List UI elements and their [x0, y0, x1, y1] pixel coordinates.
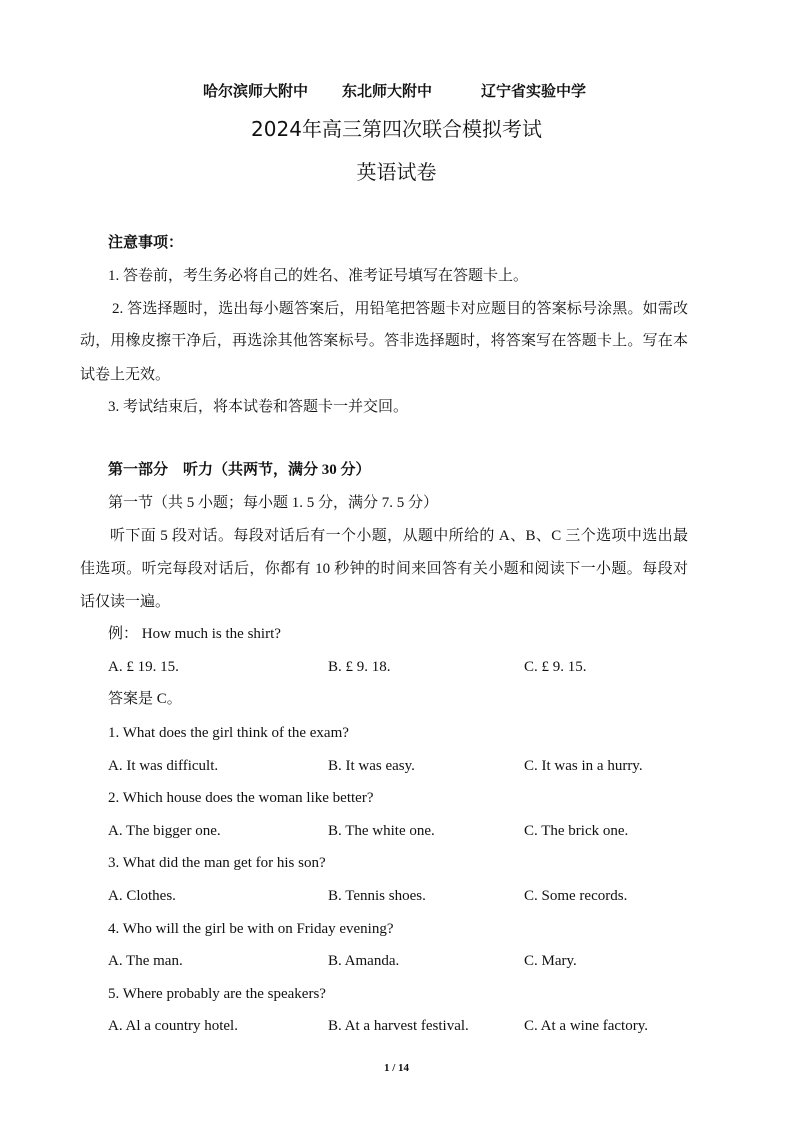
page-number: 1 / 14 [383, 1062, 410, 1074]
q5-option-c: C. At a wine factory. [524, 1018, 648, 1034]
question-5: 5. Where probably are the speakers? [108, 986, 326, 1002]
q5-option-a: A. Al a country hotel. [108, 1018, 238, 1034]
q2-option-a: A. The bigger one. [108, 823, 221, 839]
notice-heading: 注意事项： [108, 235, 184, 251]
example-option-a: A. £ 19. 15. [108, 659, 179, 675]
question-4: 4. Who will the girl be with on Friday evening? [108, 921, 394, 937]
notice-item-2-line: 试卷上无效。 [80, 367, 171, 383]
notice-item-2-line: 动，用橡皮擦干净后，再选涂其他答案标号。答非选择题时，将答案写在答题卡上。写在本 [80, 333, 688, 349]
example-answer: 答案是 C。 [108, 691, 182, 707]
q2-option-b: B. The white one. [328, 823, 435, 839]
exam-title: 2024年高三第四次联合模拟考试 [251, 117, 542, 141]
instructions-line: 话仅读一遍。 [80, 594, 171, 610]
q3-option-a: A. Clothes. [108, 888, 176, 904]
school-2: 东北师大附中 [342, 82, 433, 100]
q4-option-b: B. Amanda. [328, 953, 400, 969]
q5-option-b: B. At a harvest festival. [328, 1018, 469, 1034]
exam-subtitle: 英语试卷 [356, 160, 437, 184]
section1-heading: 第一节（共 5 小题；每小题 1. 5 分，满分 7. 5 分） [108, 495, 439, 511]
example-question: 例： How much is the shirt? [108, 626, 281, 642]
example-option-b: B. £ 9. 18. [328, 659, 391, 675]
notice-item-3: 3. 考试结束后，将本试卷和答题卡一并交回。 [108, 399, 409, 415]
q3-option-c: C. Some records. [524, 888, 628, 904]
q2-option-c: C. The brick one. [524, 823, 629, 839]
notice-item-2-line: 2. 答选择题时，选出每小题答案后，用铅笔把答题卡对应题目的答案标号涂黑。如需改 [112, 301, 688, 317]
q1-option-a: A. It was difficult. [108, 758, 219, 774]
school-1: 哈尔滨师大附中 [203, 82, 309, 100]
question-2: 2. Which house does the woman like better? [108, 790, 374, 806]
q1-option-c: C. It was in a hurry. [524, 758, 643, 774]
q4-option-a: A. The man. [108, 953, 183, 969]
school-3: 辽宁省实验中学 [481, 82, 587, 100]
instructions-line: 佳选项。听完每段对话后，你都有 10 秒钟的时间来回答有关小题和阅读下一小题。每段对 [80, 561, 688, 577]
question-1: 1. What does the girl think of the exam? [108, 725, 349, 741]
example-option-c: C. £ 9. 15. [524, 659, 587, 675]
instructions-line: 听下面 5 段对话。每段对话后有一个小题，从题中所给的 A、B、C 三个选项中选出最 [110, 528, 688, 544]
q1-option-b: B. It was easy. [328, 758, 415, 774]
notice-item-1: 1. 答卷前，考生务必将自己的姓名、准考证号填写在答题卡上。 [108, 268, 529, 284]
q4-option-c: C. Mary. [524, 953, 577, 969]
part1-heading: 第一部分 听力（共两节，满分 30 分） [108, 462, 371, 478]
question-3: 3. What did the man get for his son? [108, 855, 326, 871]
q3-option-b: B. Tennis shoes. [328, 888, 426, 904]
